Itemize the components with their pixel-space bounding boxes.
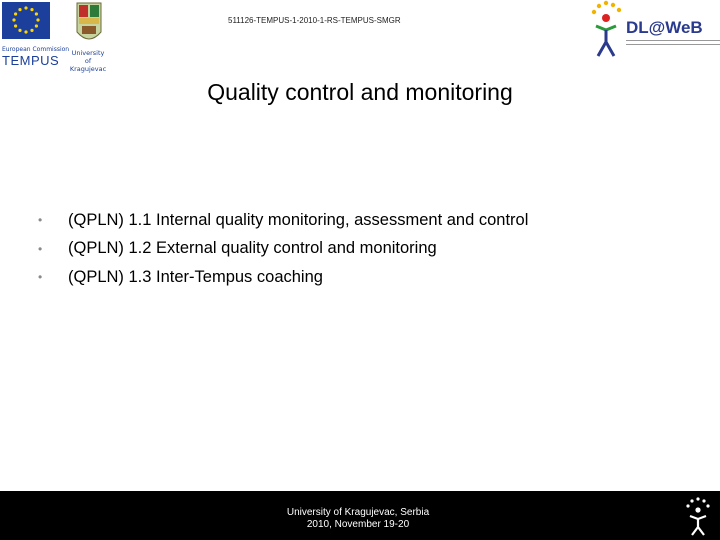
bullet-text: (QPLN) 1.2 External quality control and monitoring <box>68 239 437 258</box>
footer-line-2: 2010, November 19-20 <box>306 519 410 530</box>
dlweb-subtitle-lines <box>626 39 720 45</box>
footer-bar <box>0 491 720 540</box>
bullet-list <box>38 206 528 292</box>
dlweb-logo <box>588 0 718 62</box>
list-item <box>38 206 528 235</box>
footer-text <box>200 507 516 531</box>
bullet-text: (QPLN) 1.1 Internal quality monitoring, assessment and control <box>68 210 529 229</box>
list-item <box>38 235 528 264</box>
dlweb-wordmark: DL@WeB <box>626 18 703 37</box>
bullet-icon: • <box>38 213 43 228</box>
footer-line-1: University of Kragujevac, Serbia <box>286 507 430 518</box>
university-name: University of Kragujevac <box>69 49 107 73</box>
university-crest-icon <box>76 2 102 46</box>
slide-title: Quality control and monitoring <box>207 79 513 105</box>
bullet-icon: • <box>38 241 43 256</box>
european-commission-tempus-logo <box>2 2 70 68</box>
project-code: 511126-TEMPUS-1-2010-1-RS-TEMPUS-SMGR <box>228 16 401 25</box>
bullet-text: (QPLN) 1.3 Inter-Tempus coaching <box>68 267 323 286</box>
tempus-wordmark: TEMPUS <box>2 53 60 68</box>
dlweb-figure-icon <box>588 0 626 60</box>
eu-caption: European Commission <box>2 46 70 53</box>
dlweb-footer-icon <box>680 496 716 536</box>
university-logo <box>66 2 116 73</box>
eu-flag-icon <box>2 2 50 39</box>
list-item <box>38 263 528 292</box>
bullet-icon: • <box>38 270 43 285</box>
